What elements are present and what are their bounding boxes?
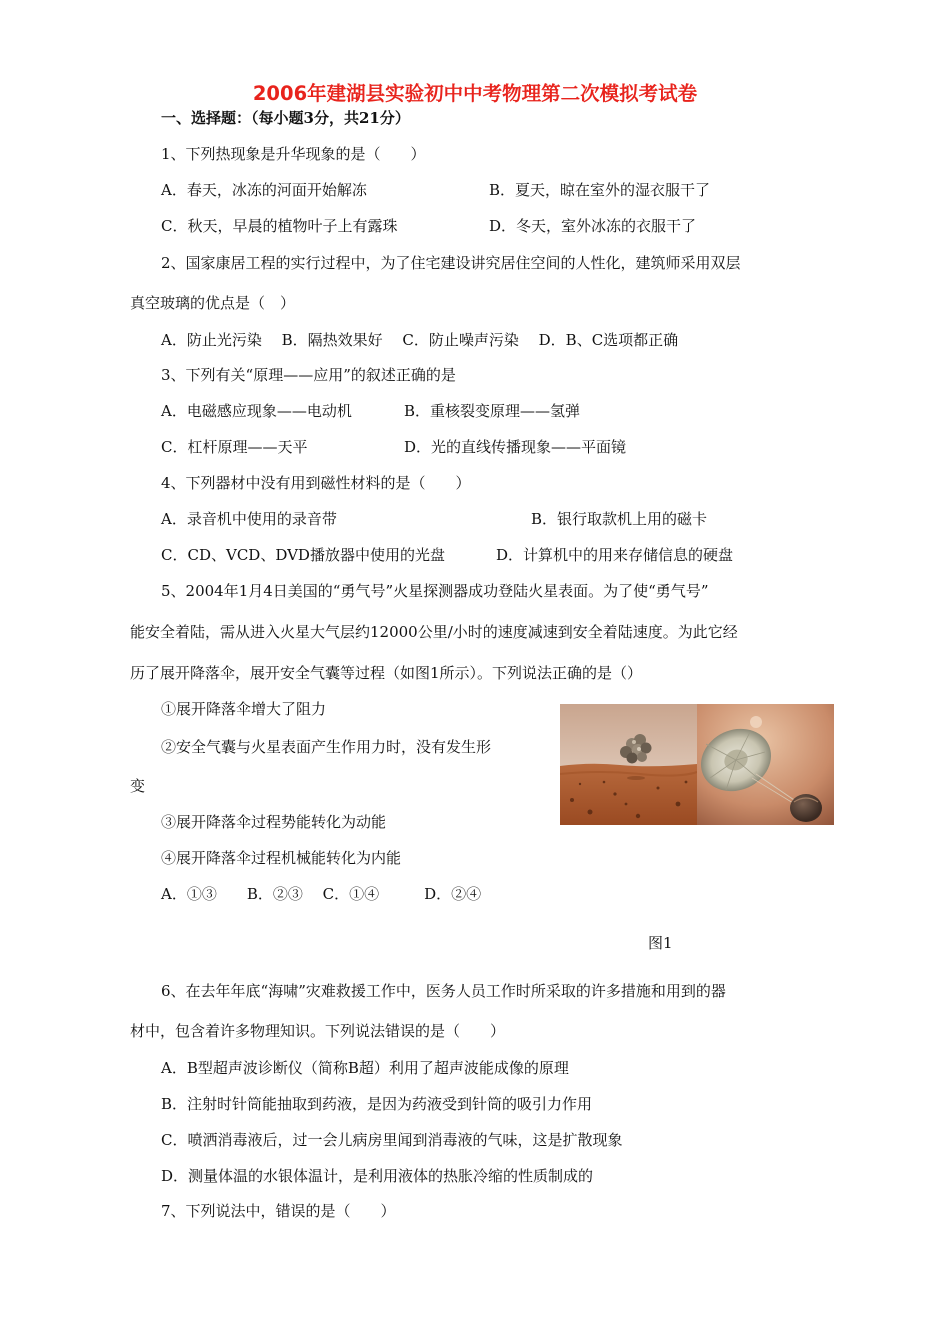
question-2-stem-line2: 真空玻璃的优点是（ ） xyxy=(130,294,296,312)
figure-caption: 图1 xyxy=(648,934,673,952)
question-3-option-a: A．电磁感应现象——电动机 xyxy=(161,402,352,420)
question-3-option-d: D．光的直线传播现象——平面镜 xyxy=(404,438,627,456)
question-5-stem-line1: 5、2004年1月4日美国的“勇气号”火星探测器成功登陆火星表面。为了使“勇气号” xyxy=(161,582,709,600)
question-2-stem-line1: 2、国家康居工程的实行过程中，为了住宅建设讲究居住空间的人性化，建筑师采用双层 xyxy=(161,254,741,272)
question-4-option-a: A．录音机中使用的录音带 xyxy=(161,510,337,528)
question-6-option-d: D．测量体温的水银体温计，是利用液体的热胀冷缩的性质制成的 xyxy=(161,1167,594,1185)
question-2-options: A．防止光污染 B．隔热效果好 C．防止噪声污染 D．B、C选项都正确 xyxy=(161,331,679,349)
question-6-option-c: C．喷洒消毒液后，过一会儿病房里闻到消毒液的气味，这是扩散现象 xyxy=(161,1131,623,1149)
mars-landing-figure xyxy=(560,704,834,825)
question-1-option-b: B．夏天，晾在室外的湿衣服干了 xyxy=(489,181,711,199)
question-3-stem: 3、下列有关“原理——应用”的叙述正确的是 xyxy=(161,366,456,384)
mars-landing-illustration xyxy=(560,704,834,825)
question-5-stem-line3: 历了展开降落伞，展开安全气囊等过程（如图1所示）。下列说法正确的是（） xyxy=(130,664,643,682)
question-6-stem-line1: 6、在去年年底“海啸”灾难救援工作中，医务人员工作时所采取的许多措施和用到的器 xyxy=(161,982,726,1000)
question-6-option-b: B．注射时针筒能抽取到药液，是因为药液受到针筒的吸引力作用 xyxy=(161,1095,593,1113)
question-6-option-a: A．B型超声波诊断仪（简称B超）利用了超声波能成像的原理 xyxy=(161,1059,569,1077)
question-3-option-c: C．杠杆原理——天平 xyxy=(161,438,308,456)
question-5-statement-2: ②安全气囊与火星表面产生作用力时，没有发生形 xyxy=(161,738,492,756)
question-3-option-b: B．重核裂变原理——氢弹 xyxy=(404,402,581,420)
question-1-option-a: A．春天，冰冻的河面开始解冻 xyxy=(161,181,367,199)
question-4-stem: 4、下列器材中没有用到磁性材料的是（ ） xyxy=(161,474,471,492)
question-5-statement-1: ①展开降落伞增大了阻力 xyxy=(161,700,327,718)
lander-capsule xyxy=(790,794,822,822)
question-4-option-b: B．银行取款机上用的磁卡 xyxy=(531,510,708,528)
question-5-statement-4: ④展开降落伞过程机械能转化为内能 xyxy=(161,849,402,867)
exam-title: 2006年建湖县实验初中中考物理第二次模拟考试卷 xyxy=(252,82,698,105)
question-1-option-d: D．冬天，室外冰冻的衣服干了 xyxy=(489,217,697,235)
question-6-stem-line2: 材中，包含着许多物理知识。下列说法错误的是（ ） xyxy=(130,1022,506,1040)
question-5-statement-2-wrap: 变 xyxy=(130,777,146,795)
question-5-statement-3: ③展开降落伞过程势能转化为动能 xyxy=(161,813,387,831)
question-1-stem: 1、下列热现象是升华现象的是（ ） xyxy=(161,145,426,163)
question-4-option-c: C．CD、VCD、DVD播放器中使用的光盘 xyxy=(161,546,445,564)
section-heading: 一、选择题：（每小题3分，共21分） xyxy=(161,109,410,127)
question-7-stem: 7、下列说法中，错误的是（ ） xyxy=(161,1202,396,1220)
question-4-option-d: D．计算机中的用来存储信息的硬盘 xyxy=(496,546,734,564)
question-5-options: A．①③ B．②③ C．①④ D．②④ xyxy=(161,885,482,903)
question-1-option-c: C．秋天，早晨的植物叶子上有露珠 xyxy=(161,217,398,235)
question-5-stem-line2: 能安全着陆，需从进入火星大气层约12000公里/小时的速度减速到安全着陆速度。为此它经 xyxy=(130,623,738,641)
